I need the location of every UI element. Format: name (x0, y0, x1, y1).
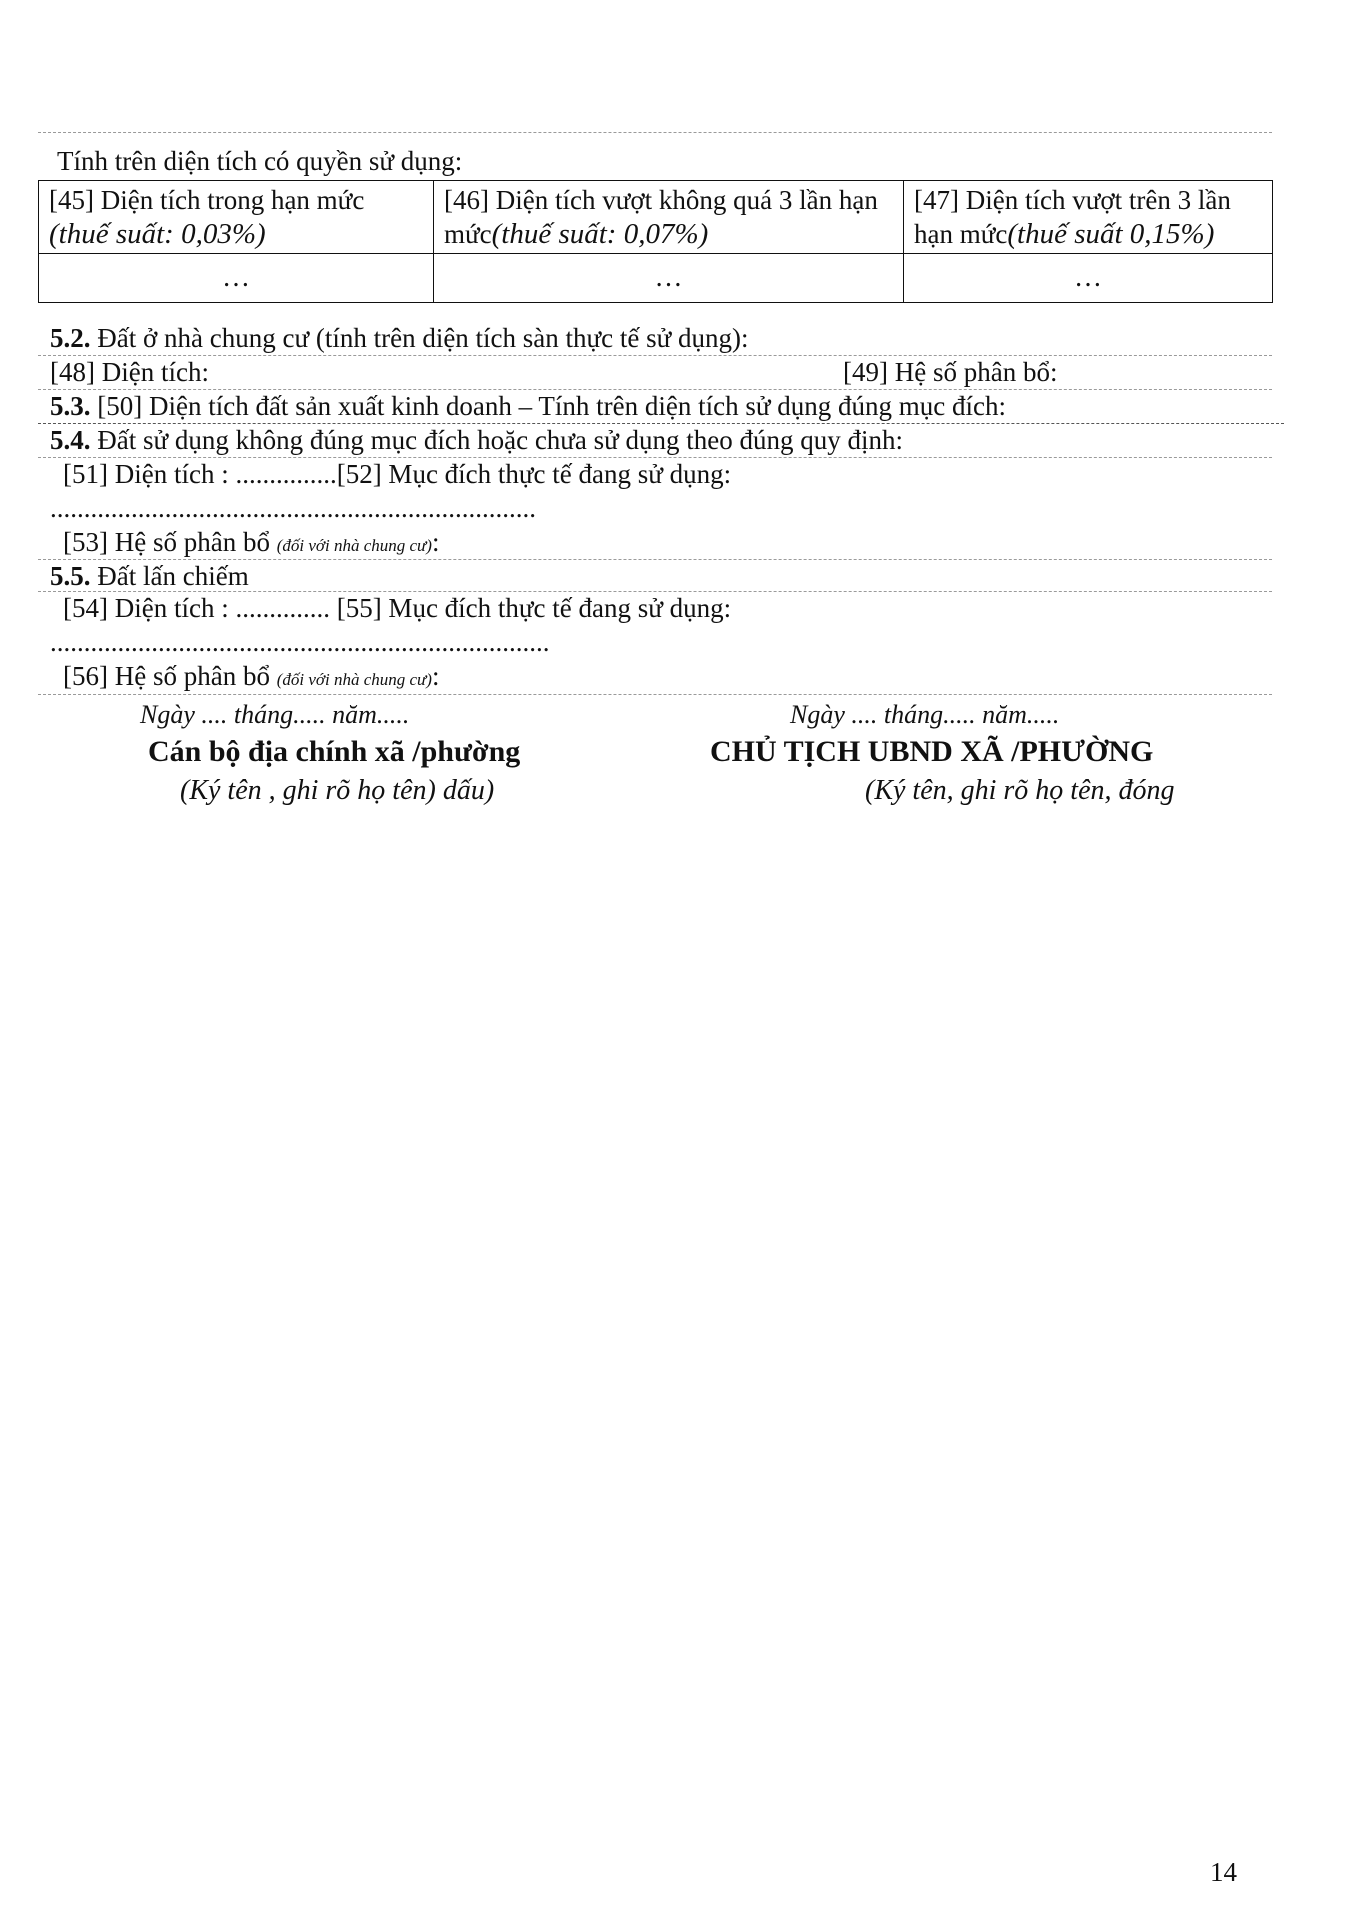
field-49: [49] Hệ số phân bổ: (843, 357, 1058, 387)
intro-text: Tính trên diện tích có quyền sử dụng: (57, 146, 463, 176)
dotted-rule (38, 132, 1272, 133)
dotted-rule (38, 694, 1272, 695)
signature-block-right (710, 698, 1270, 810)
section-5-3: 5.3. [50] Diện tích đất sản xuất kinh doanh – Tính trên diện tích sử dụng đúng mục đích: (50, 391, 1006, 421)
page-number: 14 (1210, 1857, 1237, 1887)
field-54-55: [54] Diện tích : .............. [55] Mục đích thực tế đang sử dụng: (63, 593, 732, 623)
dotted-fill-line: ........................................................................ (50, 493, 536, 523)
table-cell: … (39, 254, 434, 303)
section-5-2: 5.2. Đất ở nhà chung cư (tính trên diện tích sàn thực tế sử dụng): (50, 323, 749, 353)
table-header-cell: [46] Diện tích vượt không quá 3 lần hạn mức(thuế suất: 0,07%) (434, 181, 904, 254)
sign-date: Ngày .... tháng..... năm..... (790, 700, 1060, 729)
table-row (39, 254, 1273, 303)
signature-block-left (140, 698, 660, 810)
sign-date: Ngày .... tháng..... năm..... (140, 700, 410, 729)
sign-note: (Ký tên, ghi rõ họ tên, đóng (865, 775, 1175, 806)
section-5-4: 5.4. Đất sử dụng không đúng mục đích hoặc chưa sử dụng theo đúng quy định: (50, 425, 904, 455)
table-header-cell: [45] Diện tích trong hạn mức (thuế suất: 0,03%) (39, 181, 434, 254)
field-53: [53] Hệ số phân bổ (đối với nhà chung cư): (63, 527, 440, 557)
dotted-fill-line: .......................................................................... (50, 627, 550, 657)
table-header-cell: [47] Diện tích vượt trên 3 lần hạn mức(thuế suất 0,15%) (904, 181, 1273, 254)
field-48: [48] Diện tích: (50, 357, 209, 387)
tax-rate-table (38, 180, 1273, 303)
sign-note: (Ký tên , ghi rõ họ tên) dấu) (180, 775, 495, 806)
field-56: [56] Hệ số phân bổ (đối với nhà chung cư): (63, 661, 440, 691)
signer-title: Cán bộ địa chính xã /phường (148, 735, 521, 768)
table-cell: … (904, 254, 1273, 303)
dotted-rule (38, 355, 1272, 356)
field-51-52: [51] Diện tích : ...............[52] Mục đích thực tế đang sử dụng: (63, 459, 732, 489)
signer-title: CHỦ TỊCH UBND XÃ /PHƯỜNG (710, 735, 1154, 768)
section-5-5: 5.5. Đất lấn chiếm (50, 561, 249, 591)
table-header-row (39, 181, 1273, 254)
table-cell: … (434, 254, 904, 303)
